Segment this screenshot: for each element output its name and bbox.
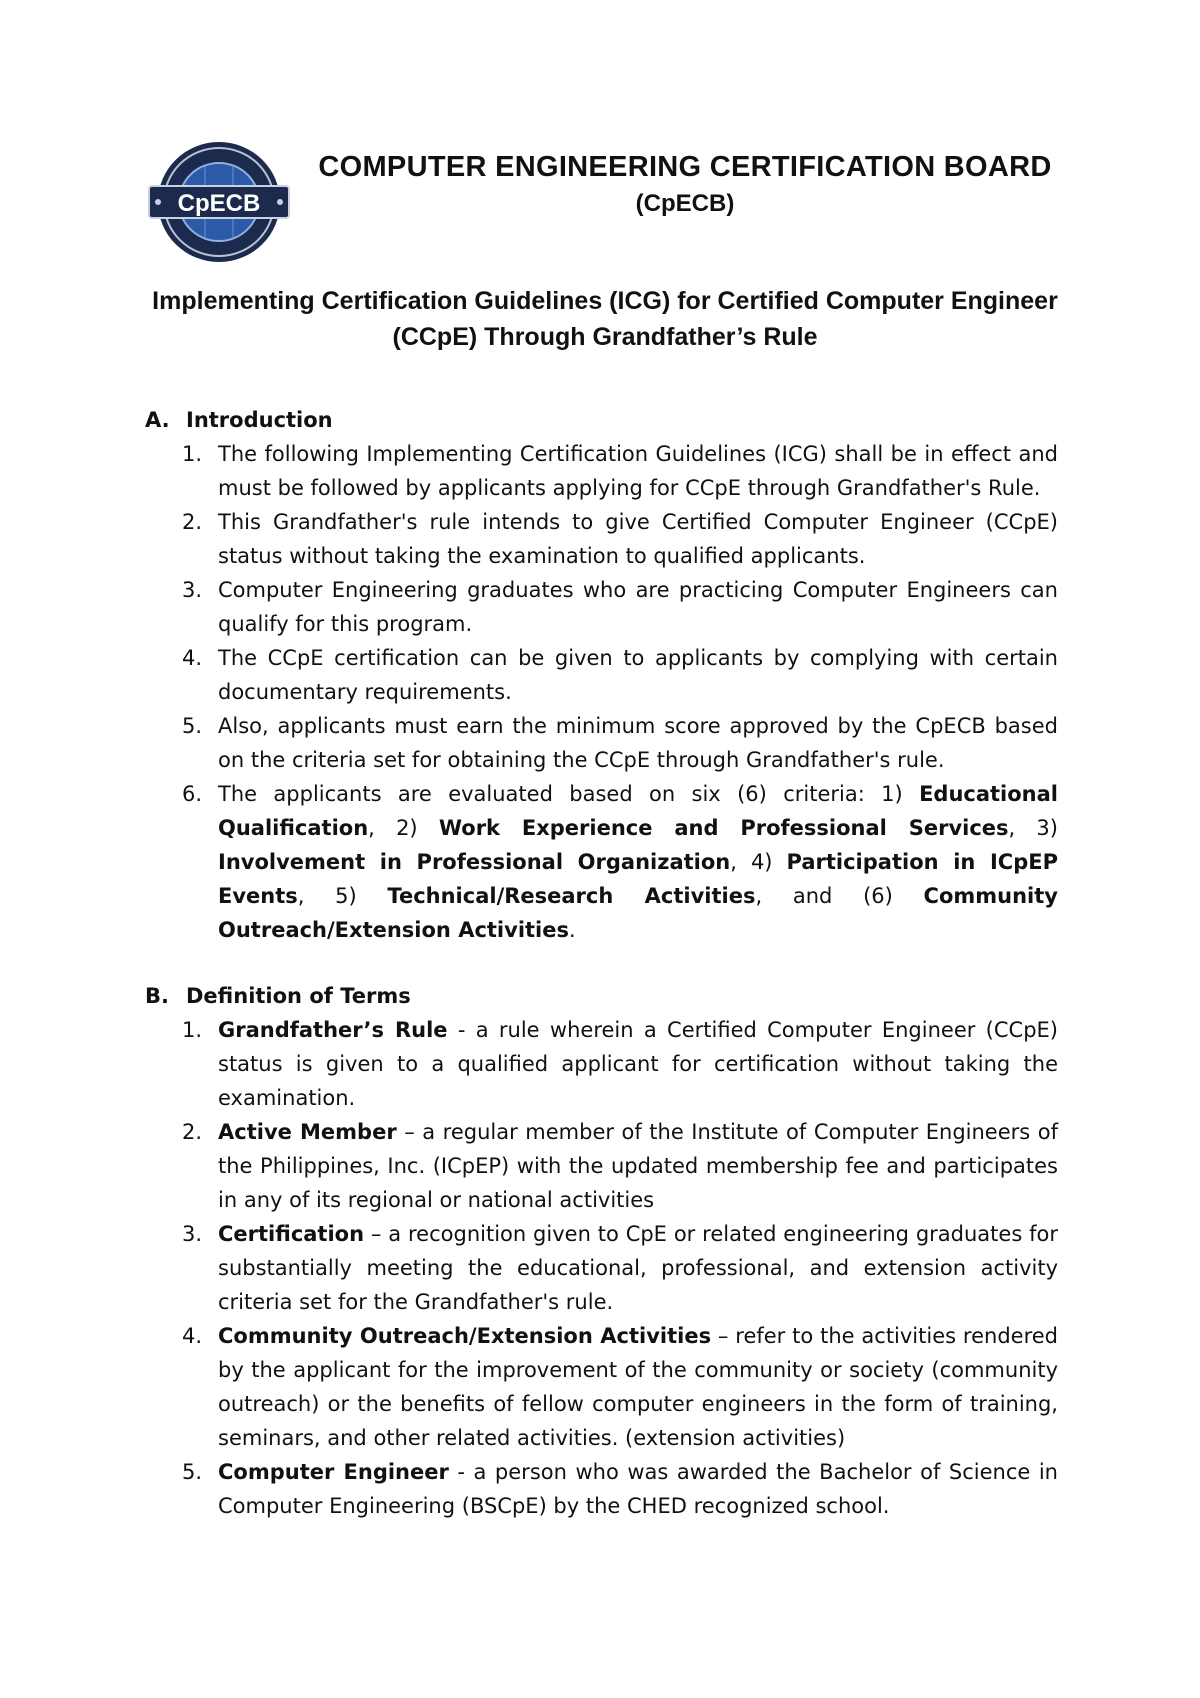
item-text: , 5) (297, 884, 388, 908)
section-label: B. (145, 984, 169, 1008)
item-text: , 4) (730, 850, 787, 874)
criterion-name: Educational Qualification (218, 782, 1058, 840)
cpecb-logo (145, 140, 293, 264)
section-heading-introduction (145, 403, 1200, 437)
criterion-name: Participation in ICpEP Events (218, 850, 1058, 908)
document-header (300, 150, 1070, 221)
item-number: 4. (182, 646, 203, 670)
item-text: The applicants are evaluated based on six (6) criteria: 1) (218, 782, 920, 806)
list-item (182, 437, 1058, 505)
criterion-name: Work Experience and Professional Services (438, 816, 1009, 840)
item-number: 3. (182, 1222, 203, 1246)
definition-text: – a recognition given to CpE or related engineering graduates for substantially meeting the educational, professional, and extension activity criteria set for the Grandfather's rule. (218, 1222, 1058, 1314)
definition-text: - a rule wherein a Certified Computer Engineer (CCpE) status is given to a qualified applicant for certification without taking the examination. (218, 1018, 1058, 1110)
item-number: 1. (182, 1018, 203, 1042)
document-body (0, 403, 1200, 1523)
item-number: 1. (182, 442, 203, 466)
criterion-name: Involvement in Professional Organization (218, 850, 731, 874)
definition-text: - a person who was awarded the Bachelor of Science in Computer Engineering (BSCpE) by the CHED recognized school. (218, 1460, 1058, 1518)
item-number: 2. (182, 1120, 203, 1144)
item-number: 5. (182, 714, 203, 738)
item-text: , 2) (368, 816, 439, 840)
definition-term: Computer Engineer (218, 1460, 449, 1484)
section-title: Introduction (186, 408, 333, 432)
org-name: COMPUTER ENGINEERING CERTIFICATION BOARD (318, 151, 1052, 183)
item-text: Computer Engineering graduates who are practicing Computer Engineers can qualify for this program. (218, 578, 1058, 636)
list-item (182, 641, 1058, 709)
definition-text: – refer to the activities rendered by the applicant for the improvement of the community or society (community outreach) or the benefits of fellow computer engineers in the form of training, seminars, and other related activities. (extension activities) (218, 1324, 1058, 1450)
definition-item (182, 1115, 1058, 1217)
list-item (182, 709, 1058, 777)
criterion-name: Community Outreach/Extension Activities (218, 884, 1058, 942)
document-title: Implementing Certification Guidelines (ICG) for Certified Computer Engineer (CCpE) Through Grandfather’s Rule (152, 287, 1058, 351)
list-item (182, 777, 1058, 947)
item-number: 4. (182, 1324, 203, 1348)
list-item (182, 505, 1058, 573)
definition-term: Certification (218, 1222, 365, 1246)
definition-term: Grandfather’s Rule (218, 1018, 448, 1042)
item-number: 2. (182, 510, 203, 534)
item-text: The following Implementing Certification Guidelines (ICG) shall be in effect and must be followed by applicants applying for CCpE through Grandfather's Rule. (218, 442, 1058, 500)
item-text: . (569, 918, 576, 942)
org-abbreviation: (CpECB) (635, 190, 735, 217)
item-text: The CCpE certification can be given to applicants by complying with certain documentary requirements. (218, 646, 1058, 704)
definition-item (182, 1319, 1058, 1455)
definition-item (182, 1455, 1058, 1523)
item-text: , 3) (1008, 816, 1058, 840)
criterion-name: Technical/Research Activities (387, 884, 756, 908)
section-title: Definition of Terms (186, 984, 411, 1008)
definition-item (182, 1013, 1058, 1115)
definition-term: Community Outreach/Extension Activities (218, 1324, 712, 1348)
item-number: 6. (182, 782, 203, 806)
logo-text: CpECB (177, 190, 261, 217)
item-number: 3. (182, 578, 203, 602)
definition-item (182, 1217, 1058, 1319)
item-text: Also, applicants must earn the minimum score approved by the CpECB based on the criteria set for obtaining the CCpE through Grandfather's rule. (218, 714, 1058, 772)
section-heading-definitions (145, 979, 1200, 1013)
item-text: This Grandfather's rule intends to give Certified Computer Engineer (CCpE) status without taking the examination to qualified applicants. (218, 510, 1058, 568)
definition-text: – a regular member of the Institute of Computer Engineers of the Philippines, Inc. (ICpEP) with the updated membership fee and participates in any of its regional or national activities (218, 1120, 1058, 1212)
item-number: 5. (182, 1460, 203, 1484)
section-label: A. (145, 408, 170, 432)
list-item (182, 573, 1058, 641)
item-text: , and (6) (755, 884, 924, 908)
definition-term: Active Member (218, 1120, 397, 1144)
